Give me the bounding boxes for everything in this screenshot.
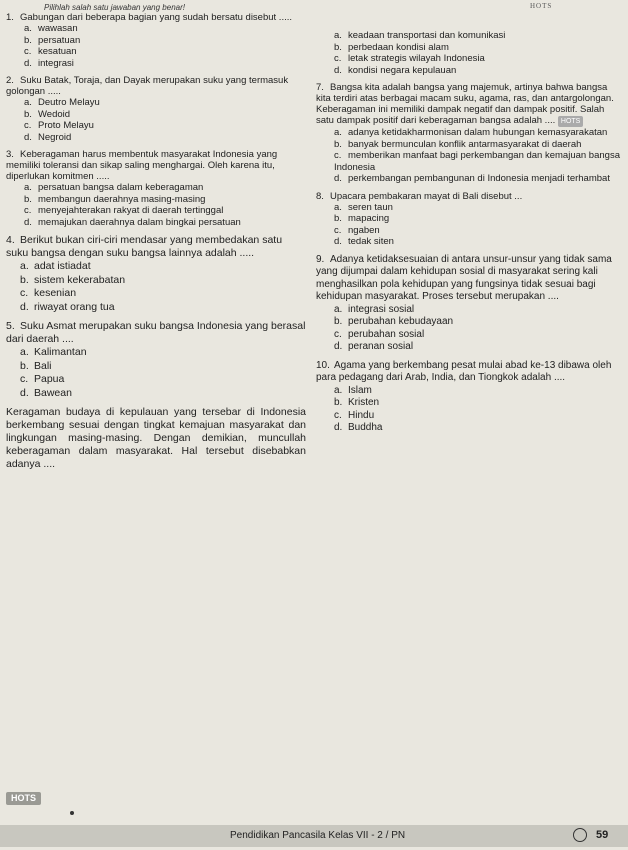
option[interactable]: d. tedak siten: [334, 236, 394, 247]
question-6-options: [316, 30, 622, 76]
question-7: 7. Bangsa kita adalah bangsa yang majemuk, artinya bahwa bangsa kita terdiri atas berbagai macam suku, agama, ras, dan antargolongan. Keberagaman ini memiliki dampak negatif dan dampak positif. Salah satu dampak positif dari keberagaman bangsa adalah .... HOTS a. adanya ketidakharmonisan dalam hubungan kemasyarakatan b. banyak bermunculan konflik antarmasyarakat di daerah c. memberikan manfaat bagi perkembangan dan kemajuan bangsa Indonesia d. perkembangan pembangunan di Indonesia menjadi terhambat: [316, 82, 622, 185]
question-6-stem: Keragaman budaya di kepulauan yang tersebar di Indonesia berkembang sesuai dengan tingkat kemajuan masyarakat dan lingkungan masing-masing. Dengan demikian, muncullah keberagaman dalam masyarakat. Hal tersebut disebabkan adanya ....: [6, 406, 306, 470]
question-10: 10. Agama yang berkembang pesat mulai abad ke-13 dibawa oleh para pedagang dari Arab, India, dan Tiongkok adalah .... a. Islam b. Kristen c. Hindu d. Buddha: [316, 360, 622, 435]
option[interactable]: a. seren taun: [334, 201, 393, 213]
instruction-text: Pilihlah salah satu jawaban yang benar!: [44, 3, 185, 12]
option[interactable]: d. kondisi negara kepulauan: [334, 64, 457, 76]
option[interactable]: a. keadaan transportasi dan komunikasi: [334, 30, 506, 41]
option[interactable]: d. memajukan daerahnya dalam bingkai persatuan: [24, 216, 241, 228]
question-3: 3. Keberagaman harus membentuk masyarakat Indonesia yang memiliki toleransi dan sikap saling menghargai. Oleh karena itu, diperlukan komitmen ..... a. persatuan bangsa dalam keberagaman b. membangun daerahnya masing-masing c. menyejahterakan rakyat di daerah tertinggal d. memajukan daerahnya dalam bingkai persatuan: [6, 149, 306, 228]
question-4: 4. Berikut bukan ciri-ciri mendasar yang membedakan satu suku bangsa dengan suku bangsa lainnya adalah ..... a. adat istiadat b. sistem kekerabatan c. kesenian d. riwayat orang tua: [6, 234, 306, 314]
option[interactable]: d. peranan sosial: [334, 341, 414, 352]
option[interactable]: a. Kalimantan: [20, 346, 87, 358]
option[interactable]: d. Bawean: [20, 386, 72, 399]
option[interactable]: a. adanya ketidakharmonisan dalam hubungan kemasyarakatan: [334, 127, 608, 138]
option[interactable]: b. perubahan kebudayaan: [334, 316, 454, 327]
question-5: 5. Suku Asmat merupakan suku bangsa Indonesia yang berasal dari daerah .... a. Kalimantan b. Bali c. Papua d. Bawean: [6, 320, 306, 399]
option[interactable]: a. adat istiadat: [20, 260, 91, 272]
option[interactable]: a. wawasan: [24, 23, 78, 34]
option[interactable]: c. Papua: [20, 373, 65, 385]
option[interactable]: b. persatuan: [24, 34, 81, 46]
option[interactable]: b. Wedoid: [24, 108, 71, 120]
option[interactable]: c. ngaben: [334, 224, 380, 236]
right-column: [316, 30, 622, 441]
option[interactable]: b. mapacing: [334, 213, 390, 224]
option[interactable]: d. riwayat orang tua: [20, 300, 115, 313]
option[interactable]: d. perkembangan pembangunan di Indonesia menjadi terhambat: [334, 173, 610, 184]
option[interactable]: c. kesenian: [20, 287, 77, 299]
question-8: 8. Upacara pembakaran mayat di Bali disebut ... a. seren taun b. mapacing c. ngaben d. tedak siten: [316, 191, 622, 248]
question-9: 9. Adanya ketidaksesuaian di antara unsur-unsur yang tidak sama yang dijumpai dalam kehidupan sosial di masyarakat sering kali menghasilkan pola kehidupan yang fungsinya tidak sesuai bagi kehidupan masyarakat. Proses tersebut merupakan .... a. integrasi sosial b. perubahan kebudayaan c. perubahan sosial d. peranan sosial: [316, 254, 622, 354]
question-1: 1. Gabungan dari beberapa bagian yang sudah bersatu disebut ..... a. wawasan b. persatuan c. kesatuan d. integrasi: [6, 12, 306, 69]
circle-icon: [573, 828, 587, 842]
option[interactable]: c. letak strategis wilayah Indonesia: [334, 53, 485, 64]
option[interactable]: c. menyejahterakan rakyat di daerah tertinggal: [24, 205, 224, 216]
hots-badge: HOTS: [558, 116, 583, 127]
option[interactable]: b. banyak bermunculan konflik antarmasyarakat di daerah: [334, 138, 582, 150]
option[interactable]: b. sistem kekerabatan: [20, 273, 126, 286]
option[interactable]: c. perubahan sosial: [334, 328, 425, 340]
hots-badge: HOTS: [6, 792, 41, 805]
left-column: [6, 12, 306, 477]
option[interactable]: d. Negroid: [24, 131, 72, 143]
option[interactable]: a. integrasi sosial: [334, 303, 415, 315]
option[interactable]: a. Islam: [334, 384, 372, 396]
question-2: 2. Suku Batak, Toraja, dan Dayak merupakan suku yang termasuk golongan ..... a. Deutro Melayu b. Wedoid c. Proto Melayu d. Negroid: [6, 75, 306, 143]
option[interactable]: b. perbedaan kondisi alam: [334, 41, 449, 53]
footer-title: Pendidikan Pancasila Kelas VII - 2 / PN: [230, 830, 406, 841]
option[interactable]: d. Buddha: [334, 422, 383, 433]
option[interactable]: c. memberikan manfaat bagi perkembangan dan kemajuan bangsa Indonesia: [334, 150, 620, 173]
option[interactable]: b. Kristen: [334, 397, 380, 408]
option[interactable]: a. Deutro Melayu: [24, 97, 100, 108]
page-number: 59: [596, 829, 609, 841]
option[interactable]: b. Bali: [20, 359, 52, 372]
option[interactable]: c. kesatuan: [24, 46, 77, 57]
option[interactable]: c. Proto Melayu: [24, 120, 94, 131]
corner-label: HOTS: [530, 2, 553, 10]
option[interactable]: a. persatuan bangsa dalam keberagaman: [24, 182, 204, 193]
option[interactable]: c. Hindu: [334, 409, 375, 421]
option[interactable]: b. membangun daerahnya masing-masing: [24, 193, 206, 205]
option[interactable]: d. integrasi: [24, 57, 74, 69]
bullet-dot: [70, 811, 74, 815]
